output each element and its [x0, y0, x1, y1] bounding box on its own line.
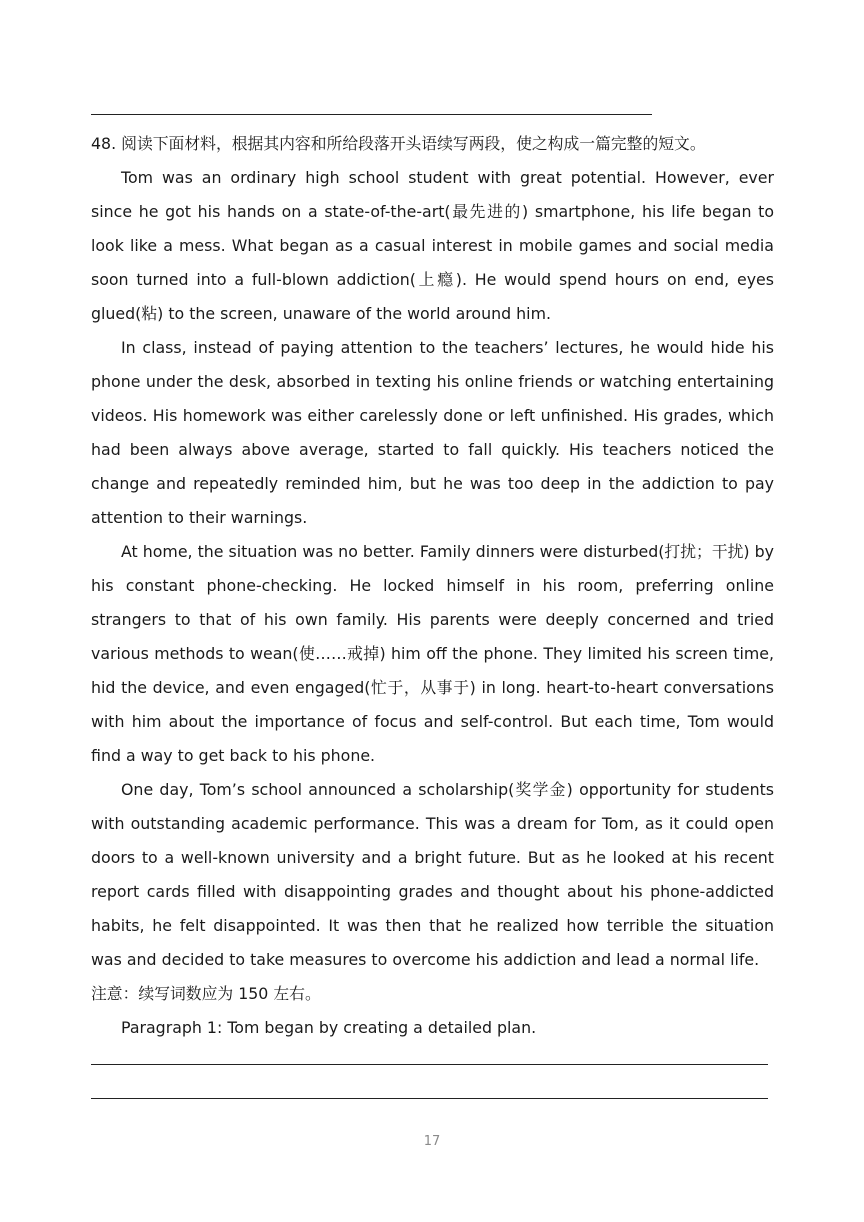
question-content [91, 127, 774, 1045]
question-instruction: 阅读下面材料，根据其内容和所给段落开头语续写两段，使之构成一篇完整的短文。 [121, 134, 706, 153]
story-paragraph-4: One day, Tom’s school announced a scholarship(奖学金) opportunity for students with outstanding academic performance. This was a dream for Tom, as it could open doors to a well-known university and a bright future. But as he looked at his recent report cards filled with disappointing grades and thought about his phone-addicted habits, he felt disappointed. It was then that he realized how terrible the situation was and decided to take measures to overcome his addiction and lead a normal life. [91, 780, 774, 969]
page-number: 17 [423, 1134, 441, 1149]
word-count-note: 注意：续写词数应为 150 左右。 [91, 984, 321, 1003]
story-paragraph-2: In class, instead of paying attention to the teachers’ lectures, he would hide his phone under the desk, absorbed in texting his online friends or watching entertaining videos. His homework was either carelessly done or left unfinished. His grades, which had been always above average, started to fall quickly. His teachers noticed the change and repeatedly reminded him, but he was too deep in the addiction to pay attention to their warnings. [91, 338, 774, 527]
paragraph-1-prompt: Paragraph 1: Tom began by creating a detailed plan. [121, 1018, 537, 1037]
story-paragraph-3: At home, the situation was no better. Family dinners were disturbed(打扰；干扰) by his constant phone-checking. He locked himself in his room, preferring online strangers to that of his own family. His parents were deeply concerned and tried various methods to wean(使……戒掉) him off the phone. They limited his screen time, hid the device, and even engaged(忙于，从事于) in long. heart-to-heart conversations with him about the importance of focus and self-control. But each time, Tom would find a way to get back to his phone. [91, 542, 774, 765]
answer-line [91, 1064, 768, 1065]
previous-answer-line [91, 114, 652, 115]
question-heading [91, 127, 774, 161]
story-paragraph-1: Tom was an ordinary high school student with great potential. However, ever since he got his hands on a state-of-the-art(最先进的) smartphone, his life began to look like a mess. What began as a casual interest in mobile games and social media soon turned into a full-blown addiction(上瘾). He would spend hours on end, eyes glued(粘) to the screen, unaware of the world around him. [91, 168, 774, 323]
answer-line [91, 1098, 768, 1099]
question-number: 48. [91, 134, 117, 153]
